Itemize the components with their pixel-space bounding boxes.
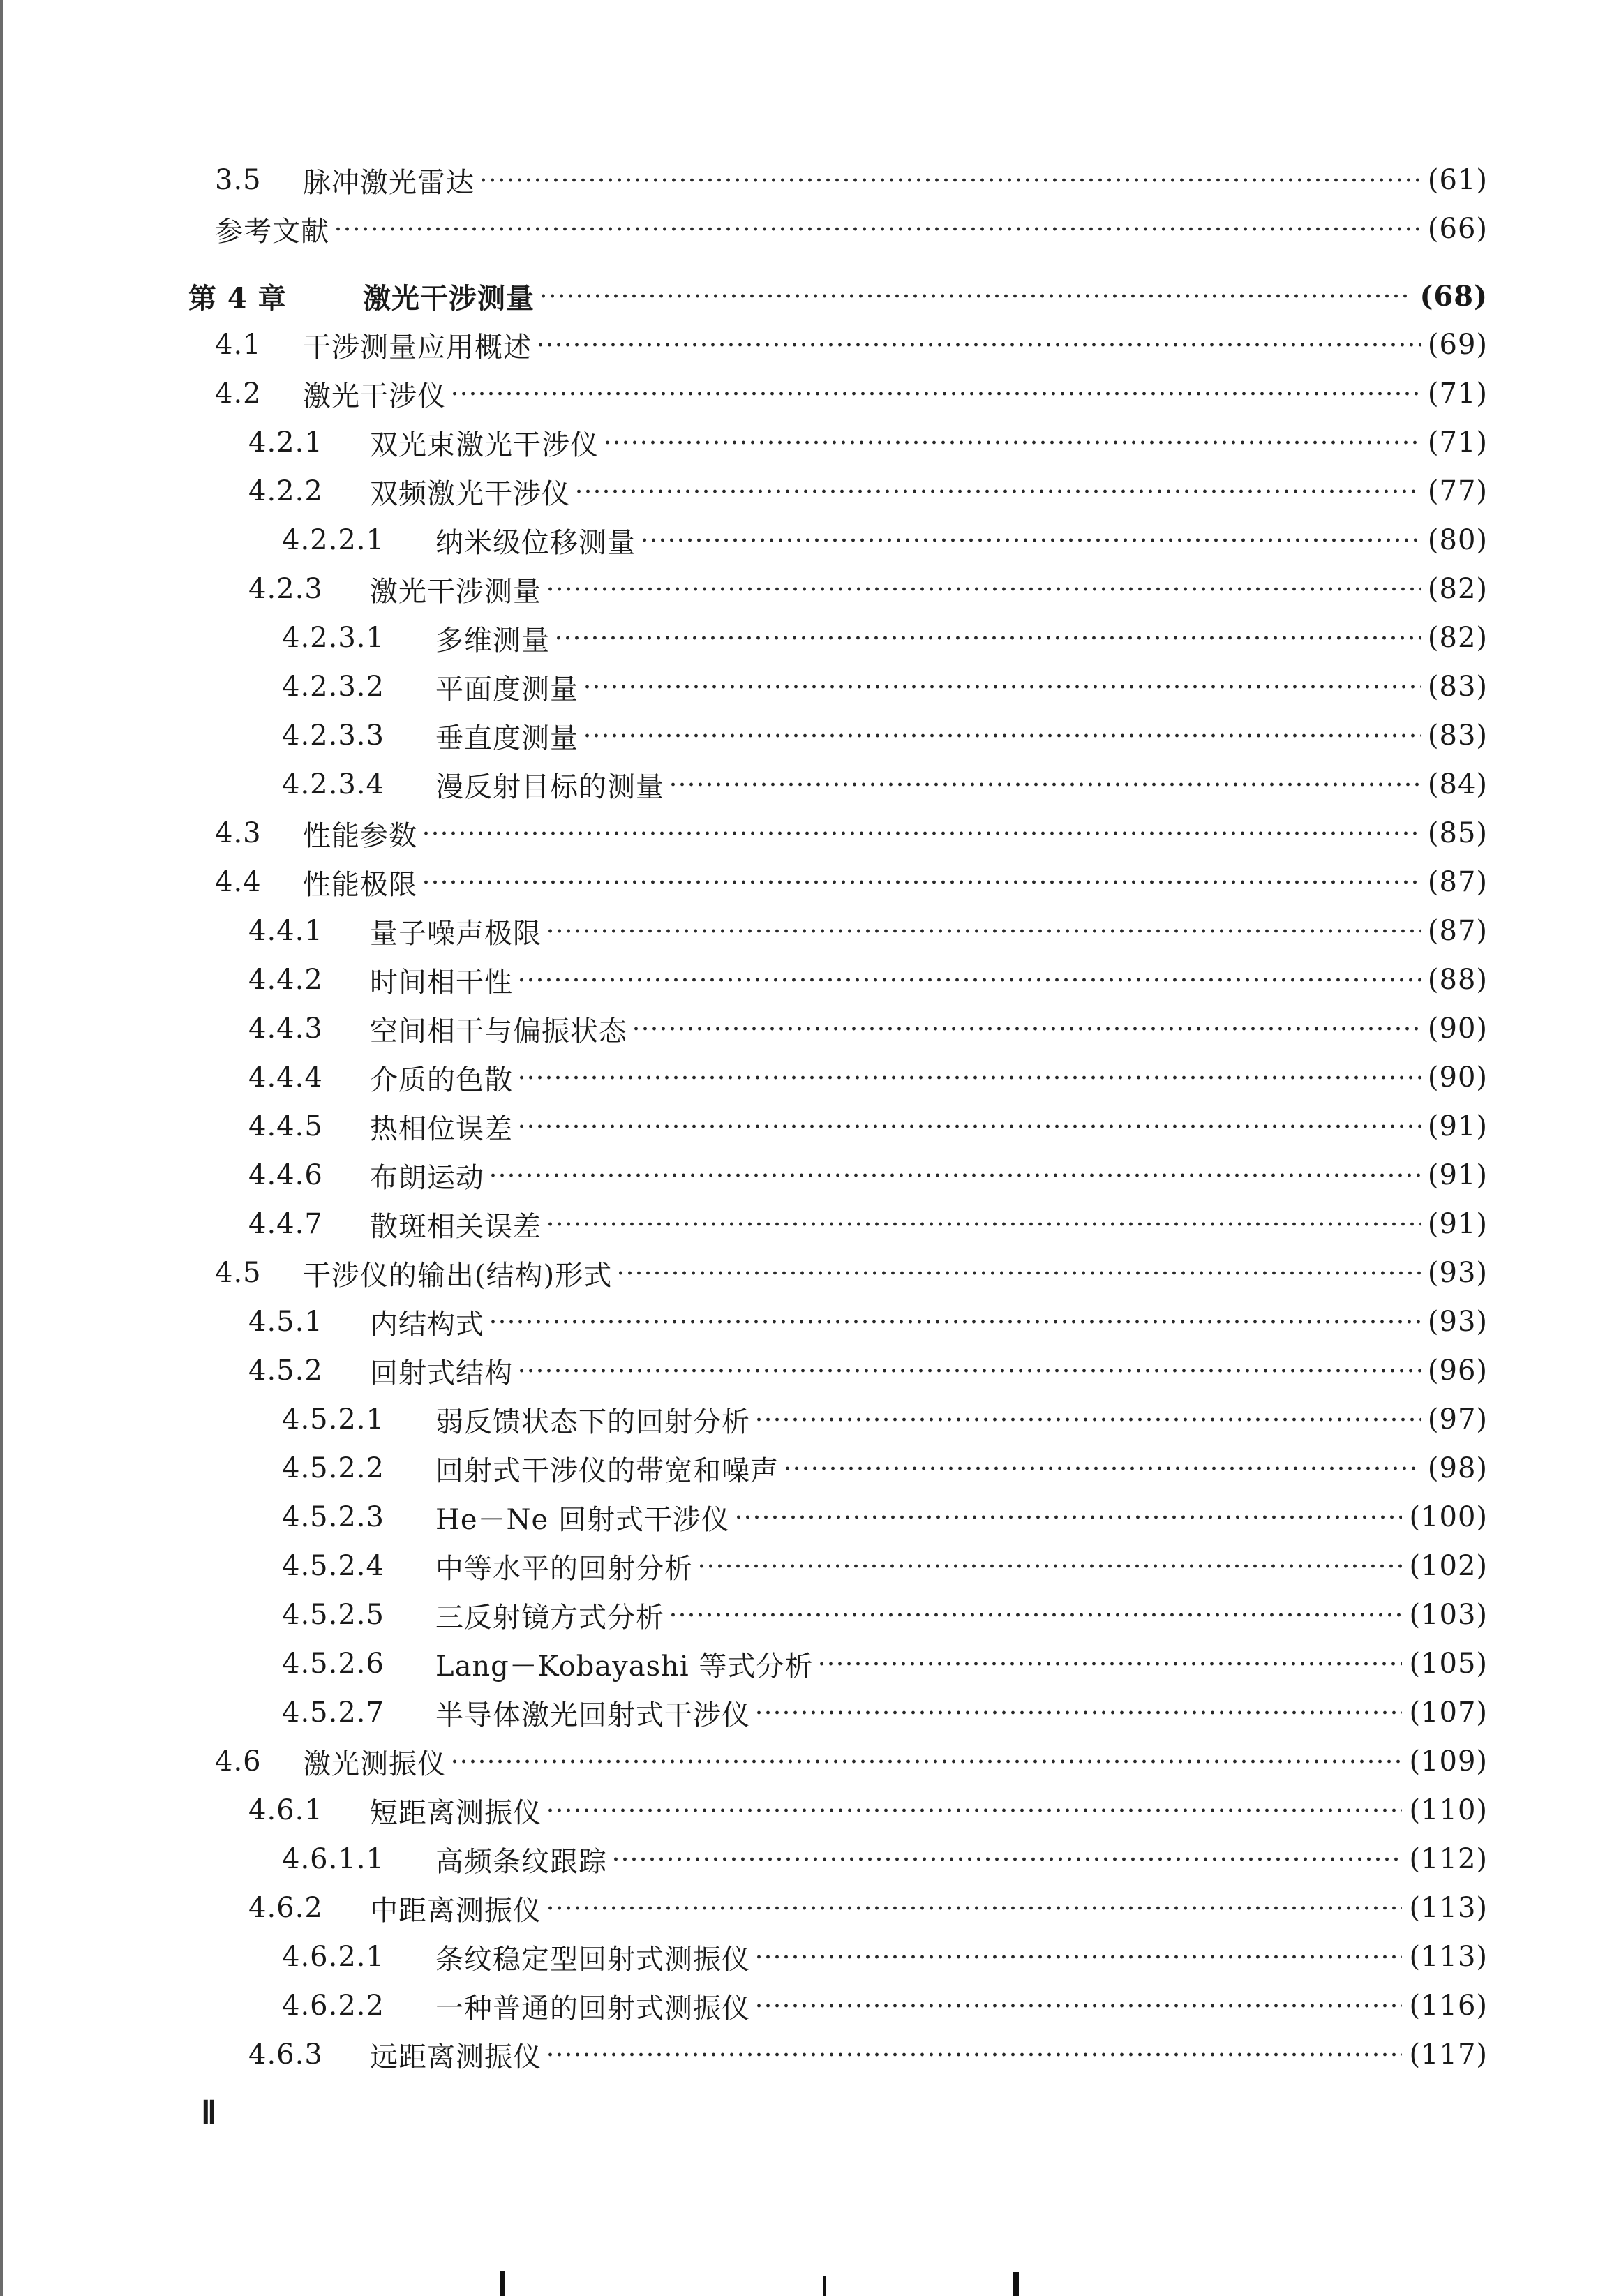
dot-leader: [574, 484, 1421, 498]
section-number: 4.6.2.2: [282, 1990, 385, 2022]
section-title: 垂直度测量: [435, 722, 579, 754]
section-number: 4.4.7: [248, 1208, 323, 1240]
section-number: 4.5.2.4: [282, 1550, 385, 1582]
dot-leader: [754, 1999, 1402, 2013]
dot-leader: [546, 1217, 1421, 1231]
dot-leader: [517, 973, 1421, 987]
toc-entry: [248, 1887, 1488, 1929]
toc-entry: [282, 1985, 1488, 2027]
section-title: 干涉仪的输出(结构)形式: [303, 1259, 613, 1292]
dot-leader: [616, 1266, 1421, 1280]
dot-leader: [554, 631, 1421, 645]
page-number: (116): [1409, 1990, 1488, 2022]
section-title: 性能极限: [303, 868, 417, 901]
toc-entry: [282, 1545, 1488, 1587]
dot-leader: [539, 289, 1412, 303]
section-number: 4.1: [215, 329, 262, 361]
section-title: 一种普通的回射式测振仪: [435, 1992, 750, 2025]
dot-leader: [488, 1168, 1421, 1182]
scan-mark: [1013, 2272, 1019, 2296]
page-number: (91): [1427, 1208, 1488, 1240]
toc-entry: [215, 159, 1488, 201]
page-number: (98): [1427, 1452, 1488, 1484]
page-number: (91): [1427, 1110, 1488, 1142]
toc-entry: [282, 1399, 1488, 1440]
section-number: 4.2.3.3: [282, 720, 385, 752]
section-number: 3.5: [215, 164, 262, 196]
toc-entry: [248, 422, 1488, 463]
dot-leader: [517, 1071, 1421, 1084]
section-number: 4.5.2.2: [282, 1452, 385, 1484]
page-number: (66): [1427, 213, 1488, 245]
page-number: (71): [1427, 378, 1488, 410]
section-title: 高频条纹跟踪: [435, 1845, 607, 1878]
section-number: 4.4.3: [248, 1013, 323, 1045]
dot-leader: [611, 1852, 1402, 1866]
toc-entry: [282, 666, 1488, 708]
section-title: 多维测量: [435, 624, 550, 657]
page-number: (107): [1409, 1697, 1488, 1729]
toc-entry: [282, 1692, 1488, 1734]
section-number: 第 4 章: [188, 281, 287, 315]
section-number: 4.6.1: [248, 1794, 323, 1826]
toc-entry: [248, 1203, 1488, 1245]
page-number: (97): [1427, 1403, 1488, 1436]
page-number: (61): [1427, 164, 1488, 196]
toc-entry: [215, 861, 1488, 903]
page-number: (83): [1427, 720, 1488, 752]
section-title: 双光束激光干涉仪: [370, 428, 599, 461]
section-number: 4.6.2: [248, 1892, 323, 1924]
section-title: 时间相干性: [370, 966, 513, 999]
section-title: 远距离测振仪: [370, 2041, 542, 2073]
dot-leader: [546, 924, 1421, 938]
toc-entry: [282, 763, 1488, 805]
section-title: 回射式结构: [370, 1357, 513, 1389]
toc-entry: [248, 1057, 1488, 1098]
page-number: (68): [1419, 279, 1488, 313]
section-title: 散斑相关误差: [370, 1210, 542, 1243]
section-title: 三反射镜方式分析: [435, 1601, 664, 1634]
toc-entry: [282, 1936, 1488, 1978]
page-number: (109): [1409, 1745, 1488, 1777]
section-title: 条纹稳定型回射式测振仪: [435, 1943, 750, 1976]
dot-leader: [583, 729, 1421, 743]
toc-entry: [282, 617, 1488, 659]
page-number: (113): [1409, 1892, 1488, 1924]
dot-leader: [632, 1022, 1421, 1036]
dot-leader: [817, 1657, 1402, 1671]
section-number: 4.2.1: [248, 426, 323, 459]
dot-leader: [754, 1706, 1402, 1720]
page-number: (69): [1427, 329, 1488, 361]
toc-entry: [248, 470, 1488, 512]
dot-leader: [669, 777, 1421, 791]
toc-entry: [282, 715, 1488, 756]
toc-entry: [248, 1105, 1488, 1147]
toc-entry: [282, 1643, 1488, 1685]
toc-entry: [215, 1252, 1488, 1294]
page-number: (91): [1427, 1159, 1488, 1191]
toc-entry: [248, 1301, 1488, 1343]
section-number: 4.5.2.7: [282, 1697, 385, 1729]
dot-leader: [734, 1510, 1402, 1524]
toc-entry: [248, 2034, 1488, 2075]
dot-leader: [479, 173, 1421, 187]
page-number: (90): [1427, 1013, 1488, 1045]
section-title: 双频激光干涉仪: [370, 477, 570, 510]
section-number: 4.2.2: [248, 475, 323, 507]
section-number: 4.2: [215, 378, 262, 410]
section-title: 激光干涉测量: [370, 575, 542, 608]
section-number: 4.2.3.1: [282, 622, 385, 654]
page-number: (87): [1427, 866, 1488, 898]
toc-entry: [248, 1008, 1488, 1050]
section-number: 4.3: [215, 817, 262, 849]
dot-leader: [421, 875, 1421, 889]
page-number: (71): [1427, 426, 1488, 459]
section-title: 中距离测振仪: [370, 1894, 542, 1927]
dot-leader: [450, 1754, 1402, 1768]
section-title: 干涉测量应用概述: [303, 331, 532, 364]
page-number: (113): [1409, 1941, 1488, 1973]
section-number: 4.2.3: [248, 573, 323, 605]
toc-entry: [282, 1594, 1488, 1636]
section-title: 半导体激光回射式干涉仪: [435, 1699, 750, 1731]
section-title: 激光测振仪: [303, 1747, 446, 1780]
dot-leader: [450, 387, 1421, 401]
toc-entry: [248, 1154, 1488, 1196]
toc-entry: [248, 568, 1488, 610]
section-title: 内结构式: [370, 1308, 484, 1341]
toc-entry: [215, 373, 1488, 415]
toc-entry: [248, 1350, 1488, 1392]
page-number: (112): [1409, 1843, 1488, 1875]
dot-leader: [517, 1364, 1421, 1378]
page-number: (93): [1427, 1257, 1488, 1289]
toc-entry: [282, 1838, 1488, 1880]
page-number: (77): [1427, 475, 1488, 507]
page-number: (117): [1409, 2038, 1488, 2071]
section-title: 短距离测振仪: [370, 1796, 542, 1829]
section-number: 4.5.2: [248, 1355, 323, 1387]
section-number: 4.6.2.1: [282, 1941, 385, 1973]
section-title: 激光干涉仪: [303, 380, 446, 412]
section-number: 4.4.6: [248, 1159, 323, 1191]
toc-entry: [282, 1496, 1488, 1538]
page-folio: Ⅱ: [201, 2095, 217, 2131]
section-number: 4.2.3.2: [282, 671, 385, 703]
toc-entry: [215, 324, 1488, 366]
dot-leader: [640, 533, 1421, 547]
dot-leader: [583, 680, 1421, 694]
scan-mark: [500, 2271, 505, 2296]
section-title: 纳米级位移测量: [435, 526, 636, 559]
page-number: (83): [1427, 671, 1488, 703]
dot-leader: [546, 2048, 1402, 2062]
page-number: (84): [1427, 768, 1488, 800]
section-title: 平面度测量: [435, 673, 579, 706]
section-number: 4.5: [215, 1257, 262, 1289]
page-number: (102): [1409, 1550, 1488, 1582]
page-number: (85): [1427, 817, 1488, 849]
dot-leader: [754, 1950, 1402, 1964]
dot-leader: [334, 222, 1421, 236]
section-number: 4.5.2.5: [282, 1599, 385, 1631]
toc-entry: [248, 959, 1488, 1001]
section-title: 布朗运动: [370, 1161, 484, 1194]
section-title: 弱反馈状态下的回射分析: [435, 1406, 750, 1438]
section-number: 4.6.1.1: [282, 1843, 385, 1875]
dot-leader: [536, 338, 1421, 352]
section-number: 4.4.5: [248, 1110, 323, 1142]
section-title: 回射式干涉仪的带宽和噪声: [435, 1454, 779, 1487]
toc-entry: [282, 519, 1488, 561]
section-title: 脉冲激光雷达: [303, 166, 475, 199]
section-number: 4.6.3: [248, 2038, 323, 2071]
section-number: 4.5.2.3: [282, 1501, 385, 1533]
toc-entry: [215, 1740, 1488, 1782]
page-number: (82): [1427, 622, 1488, 654]
scan-mark: [823, 2276, 826, 2296]
dot-leader: [754, 1412, 1421, 1426]
section-number: 4.4: [215, 866, 262, 898]
scan-border: [0, 0, 3, 2296]
section-number: 4.4.4: [248, 1061, 323, 1094]
dot-leader: [783, 1461, 1421, 1475]
section-title: 中等水平的回射分析: [435, 1552, 693, 1585]
section-number: 4.2.3.4: [282, 768, 385, 800]
section-number: 4.5.2.6: [282, 1648, 385, 1680]
page-number: (93): [1427, 1306, 1488, 1338]
section-number: 4.5.2.1: [282, 1403, 385, 1436]
dot-leader: [488, 1315, 1421, 1329]
dot-leader: [669, 1608, 1402, 1622]
section-title: He－Ne 回射式干涉仪: [435, 1503, 730, 1536]
section-number: 4.2.2.1: [282, 524, 385, 556]
page-number: (87): [1427, 915, 1488, 947]
dot-leader: [546, 1901, 1402, 1915]
toc-entry: [282, 1447, 1488, 1489]
toc-entry: [248, 1789, 1488, 1831]
section-title: 热相位误差: [370, 1112, 513, 1145]
page-number: (80): [1427, 524, 1488, 556]
toc-entry: [248, 910, 1488, 952]
page-number: (82): [1427, 573, 1488, 605]
page-number: (103): [1409, 1599, 1488, 1631]
dot-leader: [546, 1803, 1402, 1817]
section-title: 性能参数: [303, 819, 417, 852]
toc-entry: [215, 208, 1488, 250]
page-number: (105): [1409, 1648, 1488, 1680]
section-number: 4.6: [215, 1745, 262, 1777]
section-title: 量子噪声极限: [370, 917, 542, 950]
page-number: (90): [1427, 1061, 1488, 1094]
dot-leader: [546, 582, 1421, 596]
toc-entry: [215, 812, 1488, 854]
section-title: 激光干涉测量: [363, 281, 535, 315]
page-number: (110): [1409, 1794, 1488, 1826]
section-title: Lang－Kobayashi 等式分析: [435, 1650, 814, 1683]
section-title: 参考文献: [215, 215, 329, 248]
page-number: (100): [1409, 1501, 1488, 1533]
page-number: (88): [1427, 964, 1488, 996]
section-title: 介质的色散: [370, 1064, 513, 1096]
section-number: 4.4.2: [248, 964, 323, 996]
section-title: 漫反射目标的测量: [435, 770, 664, 803]
section-number: 4.5.1: [248, 1306, 323, 1338]
dot-leader: [421, 826, 1421, 840]
section-title: 空间相干与偏振状态: [370, 1015, 627, 1048]
section-number: 4.4.1: [248, 915, 323, 947]
chapter-entry: [188, 275, 1488, 317]
dot-leader: [517, 1119, 1421, 1133]
page-number: (96): [1427, 1355, 1488, 1387]
dot-leader: [603, 435, 1421, 449]
dot-leader: [697, 1559, 1402, 1573]
